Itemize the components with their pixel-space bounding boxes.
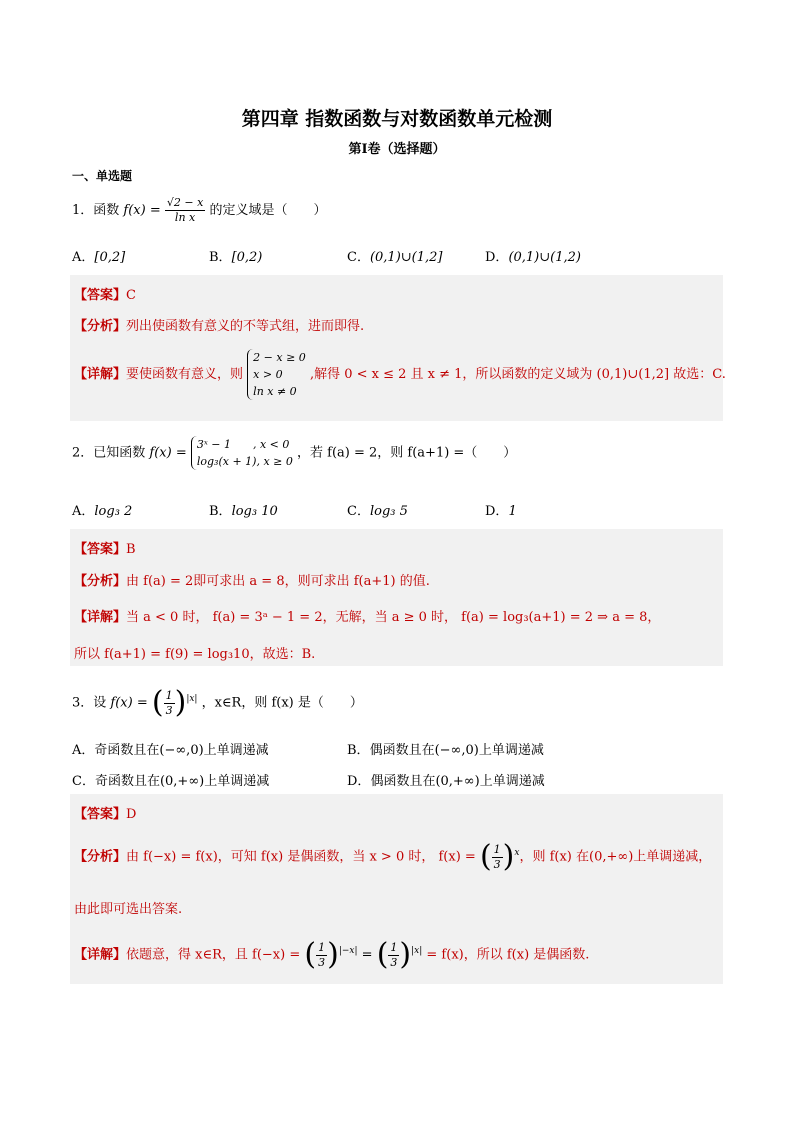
option-b: B．偶函数且在(−∞,0)上单调递减 — [347, 743, 544, 758]
detail-line-1: 【详解】要使函数有意义，则 2 − x ≥ 0 x > 0 ln x ≠ 0 ,解得 0 < x ≤ 2 且 x ≠ 1，所以函数的定义域为 (0,1)∪(1,2] 故选：C. — [74, 351, 726, 398]
fraction — [165, 196, 205, 225]
detail-line-2b: 所以 f(a+1) = f(9) = log₃10，故选：B. — [74, 647, 316, 662]
option-d: D．(0,1)∪(1,2) — [485, 250, 581, 265]
option-a: A．[0,2] — [72, 250, 126, 265]
answer-line-2: 【答案】B — [74, 542, 136, 557]
question-1-suffix: 的定义域是（ ） — [209, 203, 327, 218]
analysis-line-3: 【分析】由 f(−x) = f(x)，可知 f(x) 是偶函数，当 x > 0 时， f(x) = ( $\frac{1}{3}$ )$^x$，则 f(x) 在(0,+∞)上单调递减， — [74, 839, 712, 874]
question-1-prefix: 1．函数 — [72, 203, 120, 218]
detail-line-2a: 【详解】当 a < 0 时， f(a) = 3ᵃ − 1 = 2，无解，当 a ≥ 0 时， f(a) = log₃(a+1) = 2 ⇒ a = 8， — [74, 610, 661, 625]
fraction-numerator: √2 − x — [166, 196, 204, 209]
analysis-line-2: 【分析】由 f(a) = 2即可求出 a = 8，则可求出 f(a+1) 的值. — [74, 574, 430, 589]
option-b: B．[0,2) — [209, 250, 263, 265]
question-2-stem: 2．已知函数 f(x) = 3ˣ − 1 , x < 0 log₃(x + 1), x ≥ 0 ，若 f(a) = 2，则 f(a+1) =（ ） — [72, 438, 517, 468]
option-a: A．log₃ 2 — [72, 504, 133, 519]
analysis-line-1: 【分析】列出使函数有意义的不等式组，进而即得. — [74, 319, 365, 334]
inequality-system: 2 − x ≥ 0 x > 0 ln x ≠ 0 — [247, 349, 306, 400]
detail-line-3: 【详解】依题意，得 x∈R，且 f(−x) = ( $\frac{1}{3}$ )$^{|-x|}$ = ( $\frac{1}{3}$ )$^{|x|}$ = f(x)，所以 f(x) 是偶函数. — [74, 937, 590, 972]
option-d: D．1 — [485, 504, 517, 519]
option-c: C．(0,1)∪(1,2] — [347, 250, 443, 265]
answer-line-3: 【答案】D — [74, 807, 137, 822]
fraction: $\frac{1}{3}$ — [165, 688, 173, 717]
option-a: A．奇函数且在(−∞,0)上单调递减 — [72, 743, 269, 758]
piecewise-cases: 3ˣ − 1 , x < 0 log₃(x + 1), x ≥ 0 — [191, 436, 293, 470]
page-title: 第四章 指数函数与对数函数单元检测 — [241, 108, 553, 130]
section-heading: 一、单选题 — [72, 169, 133, 183]
analysis-line-3b: 由此即可选出答案. — [74, 902, 183, 917]
volume-subtitle: 第Ⅰ卷（选择题） — [348, 142, 446, 157]
option-b: B．log₃ 10 — [209, 504, 278, 519]
option-c: C．奇函数且在(0,+∞)上单调递减 — [72, 774, 270, 789]
fraction-denominator: ln x — [174, 211, 196, 224]
answer-line-1: 【答案】C — [74, 288, 136, 303]
question-3-stem: 3．设 f(x) = ( $\frac{1}{3}$ )$^{|x|}$ ，x∈R，则 f(x) 是（ ） — [72, 685, 363, 720]
function-notation: f(x) = — [123, 203, 161, 218]
option-c: C．log₃ 5 — [347, 504, 408, 519]
question-1-stem — [72, 196, 326, 225]
option-d: D．偶函数且在(0,+∞)上单调递减 — [347, 774, 545, 789]
